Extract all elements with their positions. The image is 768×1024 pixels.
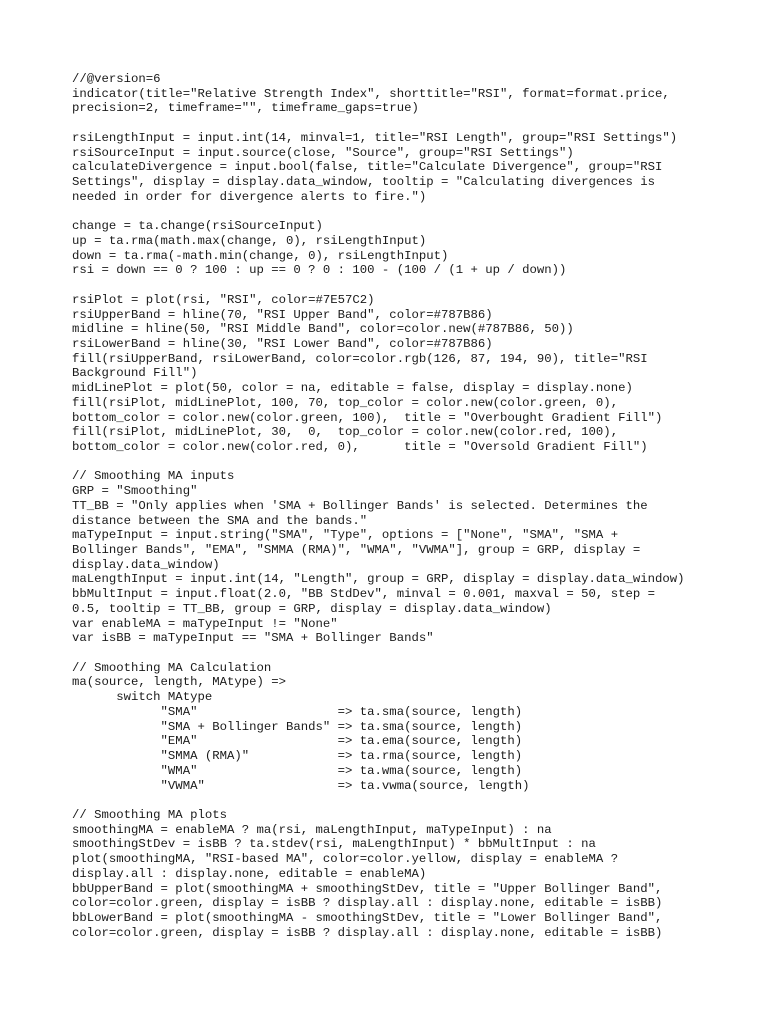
code-line: Background Fill") — [72, 366, 198, 381]
code-line: 0.5, tooltip = TT_BB, group = GRP, display = display.data_window) — [72, 601, 552, 616]
code-line: precision=2, timeframe="", timeframe_gaps=true) — [72, 101, 419, 116]
code-line: rsiPlot = plot(rsi, "RSI", color=#7E57C2) — [72, 292, 375, 307]
code-line: "EMA" => ta.ema(source, length) — [72, 734, 523, 749]
code-line: ma(source, length, MAtype) => — [72, 675, 287, 690]
code-line: up = ta.rma(math.max(change, 0), rsiLengthInput) — [72, 233, 427, 248]
code-line: Bollinger Bands", "EMA", "SMMA (RMA)", "WMA", "VWMA"], group = GRP, display = — [72, 543, 641, 557]
code-line: fill(rsiPlot, midLinePlot, 100, 70, top_color = color.new(color.green, 0), — [72, 395, 619, 410]
code-line: Settings", display = display.data_window, tooltip = "Calculating divergences is — [72, 175, 655, 190]
code-line: maTypeInput = input.string("SMA", "Type", options = ["None", "SMA", "SMA + — [72, 528, 619, 543]
code-line: fill(rsiPlot, midLinePlot, 30, 0, top_color = color.new(color.red, 100), — [72, 425, 619, 440]
code-line: calculateDivergence = input.bool(false, title="Calculate Divergence", group="RSI — [72, 160, 663, 175]
code-line: smoothingStDev = isBB ? ta.stdev(rsi, maLengthInput) * bbMultInput : na — [72, 837, 596, 852]
code-line: display.all : display.none, editable = enableMA) — [72, 866, 427, 881]
code-line: bottom_color = color.new(color.green, 100), title = "Overbought Gradient Fill") — [72, 410, 663, 425]
code-line: "SMA + Bollinger Bands" => ta.sma(source, length) — [72, 719, 523, 734]
code-line: change = ta.change(rsiSourceInput) — [72, 219, 323, 234]
code-line: var enableMA = maTypeInput != "None" — [72, 616, 338, 631]
code-line: // Smoothing MA plots — [72, 807, 227, 822]
code-line: rsiUpperBand = hline(70, "RSI Upper Band", color=#787B86) — [72, 307, 493, 322]
code-line: "SMMA (RMA)" => ta.rma(source, length) — [72, 749, 523, 764]
code-line: "VWMA" => ta.vwma(source, length) — [72, 778, 530, 793]
code-line: midline = hline(50, "RSI Middle Band", color=color.new(#787B86, 50)) — [72, 322, 574, 337]
code-line: midLinePlot = plot(50, color = na, editable = false, display = display.none) — [72, 381, 633, 396]
code-line: "SMA" => ta.sma(source, length) — [72, 704, 523, 719]
code-line: rsiLengthInput = input.int(14, minval=1, title="RSI Length", group="RSI Settings") — [72, 130, 678, 145]
code-line: bbLowerBand = plot(smoothingMA - smoothingStDev, title = "Lower Bollinger Band", — [72, 910, 663, 925]
code-line: bbUpperBand = plot(smoothingMA + smoothingStDev, title = "Upper Bollinger Band", — [72, 881, 663, 896]
blank-line — [72, 278, 712, 293]
code-line: display.data_window) — [72, 557, 220, 572]
code-line: bbMultInput = input.float(2.0, "BB StdDev", minval = 0.001, maxval = 50, step = — [72, 587, 655, 602]
code-line: fill(rsiUpperBand, rsiLowerBand, color=color.rgb(126, 87, 194, 90), title="RSI — [72, 351, 648, 366]
code-line: down = ta.rma(-math.min(change, 0), rsiLengthInput) — [72, 248, 449, 263]
code-line: bottom_color = color.new(color.red, 0), title = "Oversold Gradient Fill") — [72, 439, 648, 454]
code-line: rsi = down == 0 ? 100 : up == 0 ? 0 : 100 - (100 / (1 + up / down)) — [72, 263, 567, 278]
code-line: needed in order for divergence alerts to fire.") — [72, 189, 427, 204]
code-line: GRP = "Smoothing" — [72, 484, 198, 499]
blank-line — [72, 646, 712, 661]
code-line: // Smoothing MA inputs — [72, 469, 235, 484]
code-line: rsiLowerBand = hline(30, "RSI Lower Band", color=#787B86) — [72, 336, 493, 351]
code-line: // Smoothing MA Calculation — [72, 660, 272, 675]
code-line: color=color.green, display = isBB ? display.all : display.none, editable = isBB) — [72, 896, 663, 911]
code-document — [72, 72, 712, 940]
code-line: plot(smoothingMA, "RSI-based MA", color=color.yellow, display = enableMA ? — [72, 852, 619, 867]
code-line: var isBB = maTypeInput == "SMA + Bollinger Bands" — [72, 631, 434, 646]
code-line: "WMA" => ta.wma(source, length) — [72, 763, 523, 778]
blank-line — [72, 116, 712, 131]
code-line: maLengthInput = input.int(14, "Length", group = GRP, display = display.data_window) — [72, 572, 685, 587]
code-line: TT_BB = "Only applies when 'SMA + Bollinger Bands' is selected. Determines the — [72, 498, 648, 513]
code-line: color=color.green, display = isBB ? display.all : display.none, editable = isBB) — [72, 925, 663, 940]
code-line: indicator(title="Relative Strength Index", shorttitle="RSI", format=format.price, — [72, 86, 670, 101]
blank-line — [72, 204, 712, 219]
code-line: rsiSourceInput = input.source(close, "Source", group="RSI Settings") — [72, 145, 574, 160]
code-line: switch MAtype — [72, 690, 213, 705]
code-line: distance between the SMA and the bands." — [72, 513, 368, 528]
code-line: //@version=6 — [72, 72, 161, 86]
blank-line — [72, 793, 712, 808]
code-line: smoothingMA = enableMA ? ma(rsi, maLengthInput, maTypeInput) : na — [72, 822, 552, 837]
blank-line — [72, 455, 712, 470]
